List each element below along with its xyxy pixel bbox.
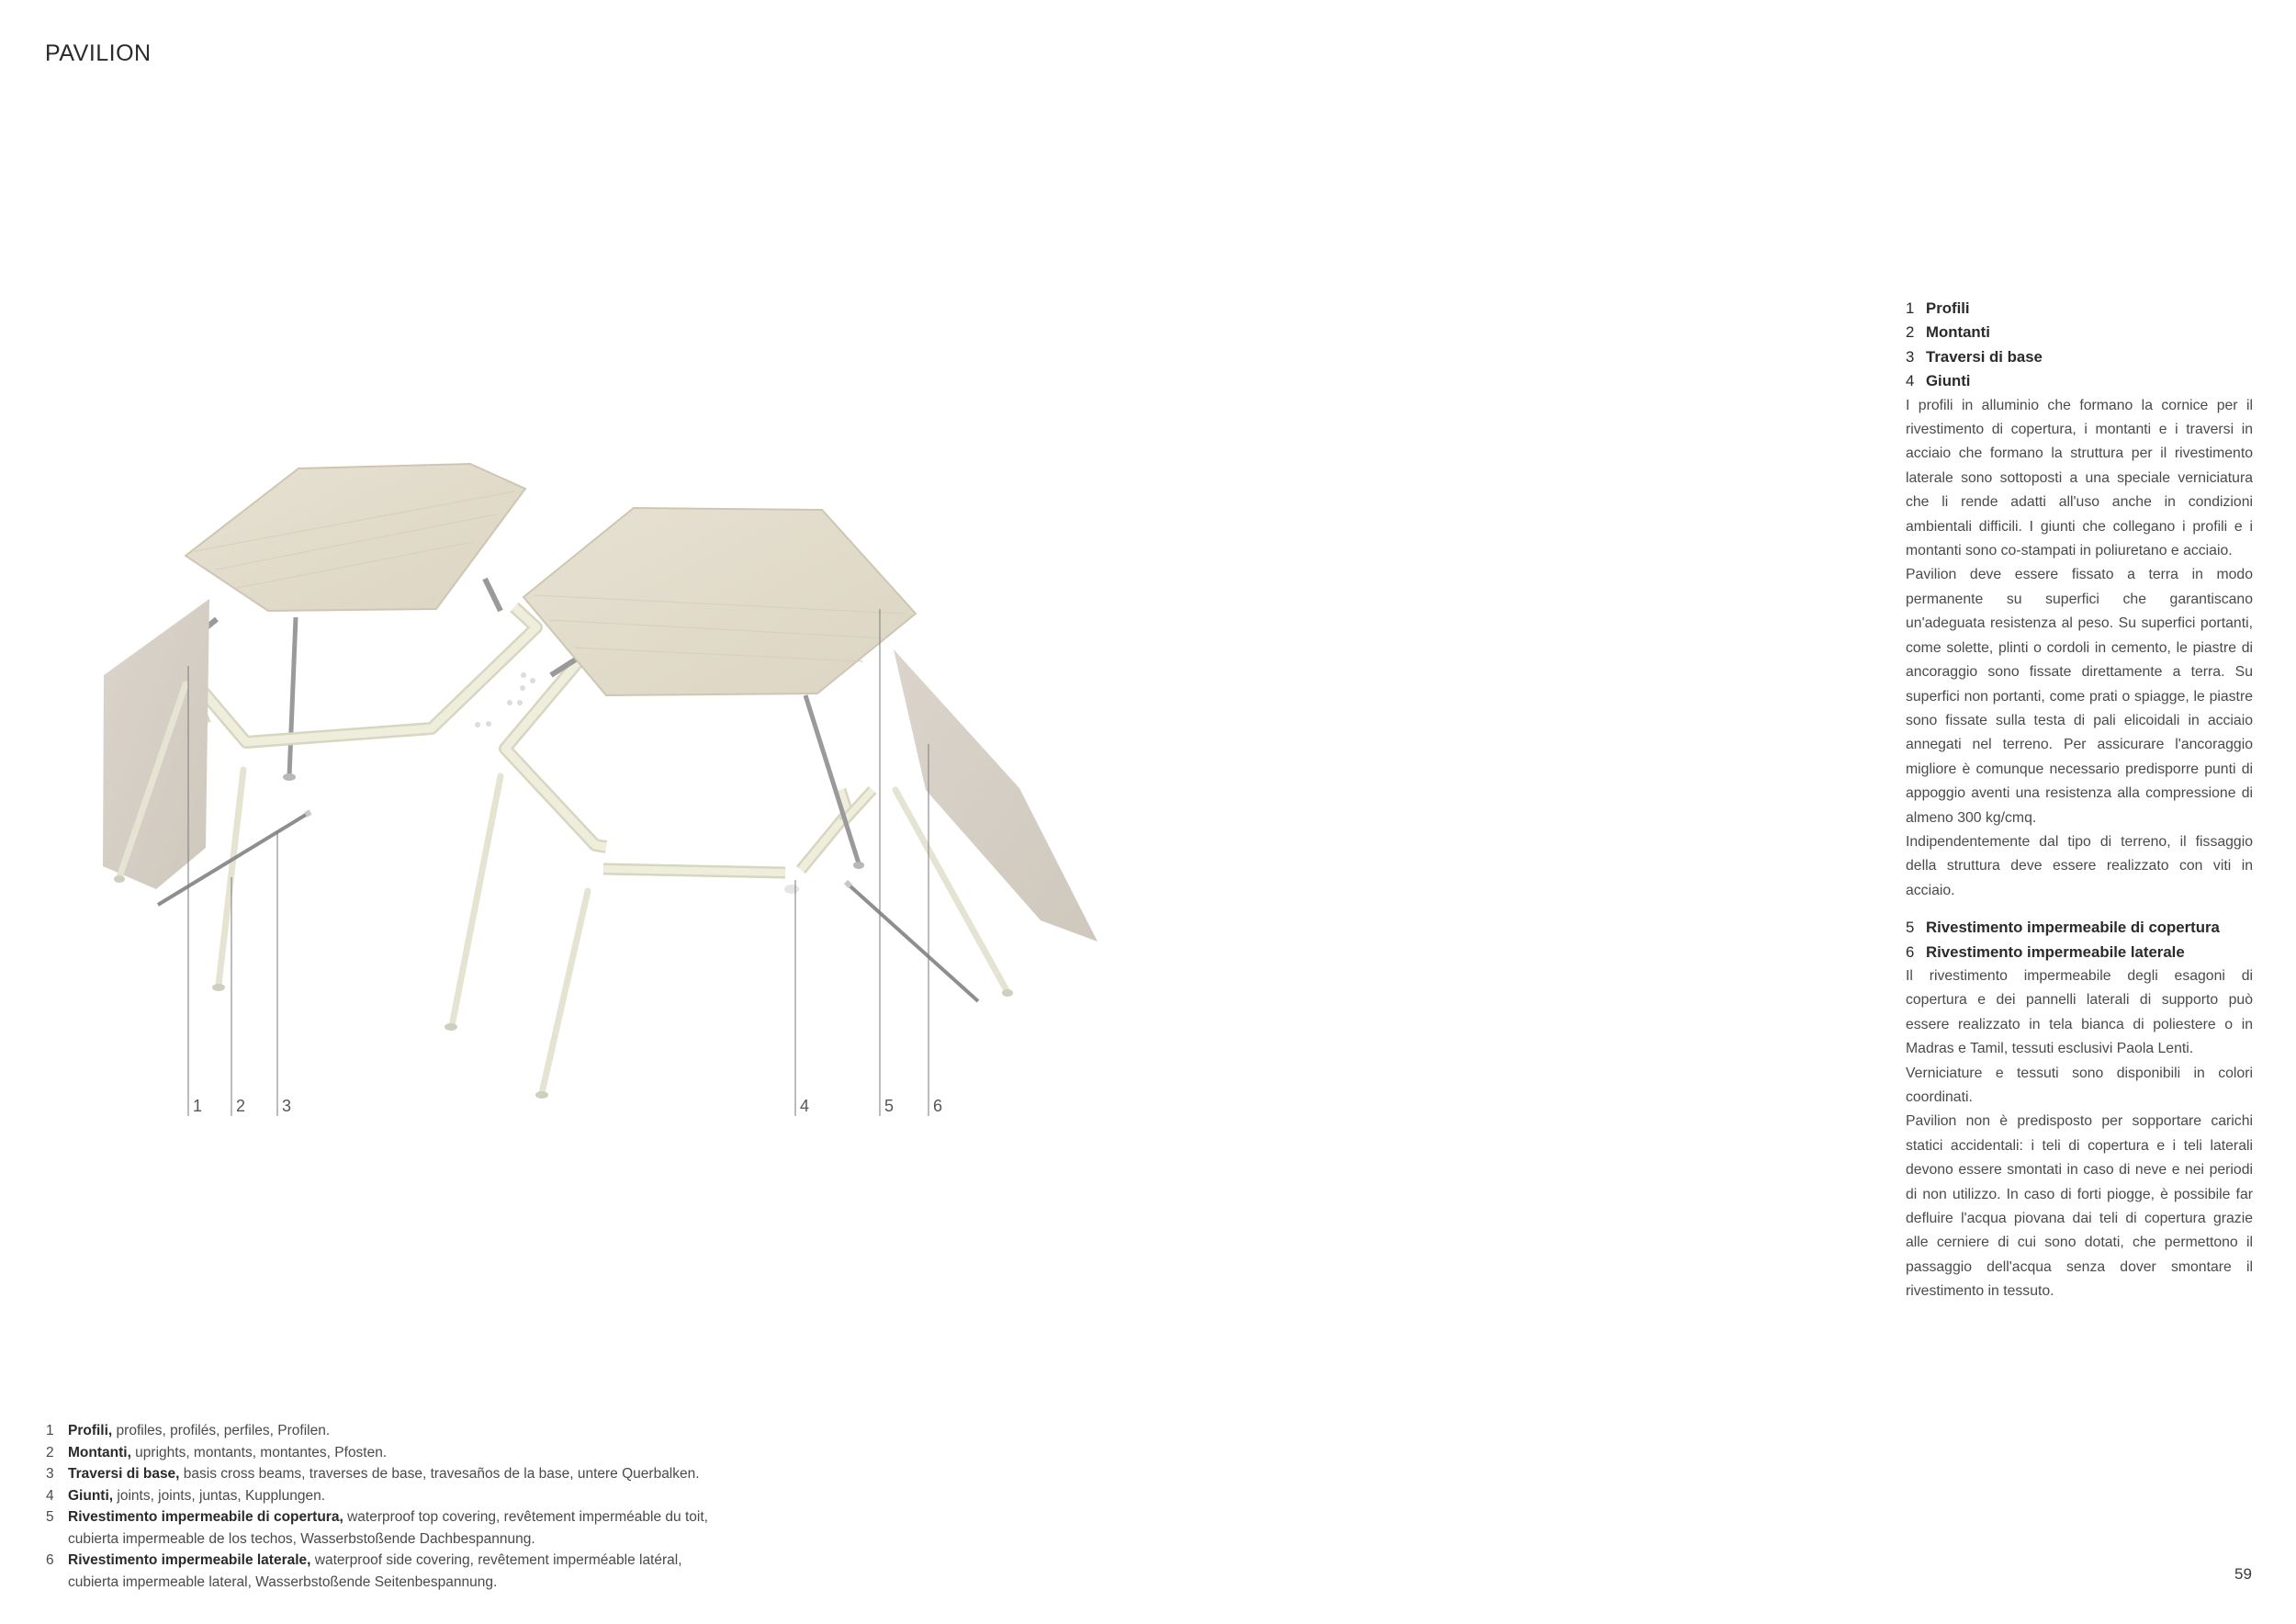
legend-row: 5 Rivestimento impermeabile di copertura, waterproof top covering, revêtement imperméable du toit, cubierta impermeable de los techos, Wasserbstoßende Dachbespannung. bbox=[46, 1509, 708, 1547]
legend-item: 5 Rivestimento impermeabile di copertura bbox=[1906, 919, 2220, 937]
upright bbox=[452, 776, 501, 1026]
roof-covering bbox=[186, 464, 525, 611]
callout-6: 6 bbox=[933, 1097, 943, 1115]
legend-item: 2 Montanti bbox=[1906, 323, 1990, 342]
base-plate bbox=[283, 773, 296, 781]
legend-item: 6 Rivestimento impermeabile laterale bbox=[1906, 942, 2185, 961]
multilingual-legend bbox=[46, 1420, 781, 1593]
description-paragraph: Pavilion deve essere fissato a terra in modo permanente su superfici che garantiscano un'adeguata resistenza al peso. Su superfici portanti, come solette, plinti o cordoli in cemento, le piastre di ancoraggio sono fissate direttamente a terra. Su superfici non portanti, come prati o spiagge, le piastre sono fissate sulla testa di pali elicoidali in acciaio annegati nel terreno. Per assicurare l'ancoraggio migliore è comunque necessario predisporre punti di appoggio aventi una resistenza alla compressione di almeno 300 kg/cmq. bbox=[1906, 567, 2253, 826]
page-number: 59 bbox=[2234, 1565, 2252, 1583]
description-paragraph: I profili in alluminio che formano la cornice per il rivestimento di copertura, i montanti e i traversi in acciaio che formano la struttura per il rivestimento laterale sono sottoposti a una speciale verniciatura che li rende adatti all'uso anche in condizioni ambientali difficili. I giunti che collegano i profili e i montanti sono co-stampati in poliuretano e acciaio. bbox=[1906, 397, 2253, 559]
callout-1: 1 bbox=[193, 1097, 203, 1115]
legend-row: 1 Profili, profiles, profilés, perfiles, Profilen. bbox=[46, 1423, 331, 1438]
legend-group-covering bbox=[1906, 916, 2253, 964]
legend-row: 6 Rivestimento impermeabile laterale, waterproof side covering, revêtement imperméable latéral, cubierta impermeable lateral, Wasserbstoßende Seitenbespannung. bbox=[46, 1552, 682, 1590]
roof-covering bbox=[523, 508, 916, 695]
legend-row: 2 Montanti, uprights, montants, montantes, Pfosten. bbox=[46, 1444, 388, 1460]
right-module bbox=[445, 508, 1097, 1099]
side-covering bbox=[103, 599, 209, 889]
upright bbox=[289, 617, 296, 776]
description-paragraph: Il rivestimento impermeabile degli esagoni di copertura e dei pannelli laterali di supporto può essere realizzato in tela bianca di poliestere o in Madras e Tamil, tessuti esclusivi Paola Lenti. bbox=[1906, 967, 2253, 1057]
description-paragraph: Pavilion non è predisposto per sopportare carichi statici accidentali: i teli di copertura e i teli laterali devono essere smontati in caso di neve e nei periodi di non utilizzo. In caso di forti piogge, è possibile far defluire l'acqua piovana dai teli di copertura grazie alle cerniere di cui sono dotati, che permettono il passaggio dell'acqua senza dover smontare il rivestimento in tessuto. bbox=[1906, 1113, 2253, 1300]
description-paragraph: Verniciature e tessuti sono disponibili in colori coordinati. bbox=[1906, 1065, 2253, 1105]
exploded-diagram bbox=[0, 0, 1148, 1194]
upright bbox=[542, 891, 588, 1093]
upright bbox=[485, 579, 501, 611]
page-title: PAVILION bbox=[45, 40, 152, 66]
callout-2: 2 bbox=[236, 1097, 246, 1115]
callout-5: 5 bbox=[884, 1097, 895, 1115]
callout-3: 3 bbox=[282, 1097, 292, 1115]
legend-row: 3 Traversi di base, basis cross beams, traverses de base, travesaños de la base, untere Querbalken. bbox=[46, 1466, 700, 1482]
legend-item: 1 Profili bbox=[1906, 299, 1970, 317]
legend-item: 4 Giunti bbox=[1906, 372, 1971, 390]
description-paragraph: Indipendentemente dal tipo di terreno, il fissaggio della struttura deve essere realizzato con viti in acciaio. bbox=[1906, 833, 2253, 898]
side-covering bbox=[894, 649, 1097, 942]
callout-4: 4 bbox=[800, 1097, 810, 1115]
legend-group-structure bbox=[1906, 297, 2253, 394]
legend-row: 4 Giunti, joints, joints, juntas, Kupplungen. bbox=[46, 1487, 326, 1504]
callout-labels bbox=[193, 1097, 942, 1115]
description-column bbox=[1906, 297, 2253, 1304]
legend-item: 3 Traversi di base bbox=[1906, 347, 2043, 366]
